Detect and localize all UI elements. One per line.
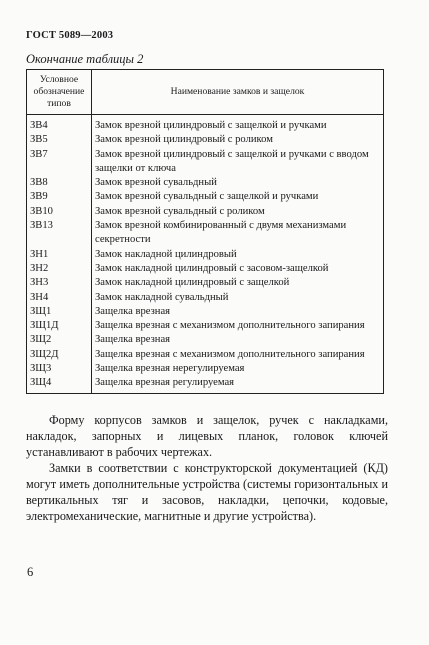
type-code-cell: ЗЩ2Д: [27, 348, 92, 362]
type-name-cell: Замок накладной сувальдный: [92, 291, 384, 305]
type-code-cell: ЗЩ1: [27, 305, 92, 319]
document-header: ГОСТ 5089—2003: [26, 30, 114, 41]
type-code-cell: ЗЩ1Д: [27, 319, 92, 333]
type-code-cell: ЗВ7: [27, 148, 92, 177]
table-row: [27, 190, 384, 204]
type-code-cell: ЗН1: [27, 248, 92, 262]
type-code-cell: ЗВ5: [27, 133, 92, 147]
table-row: [27, 133, 384, 147]
type-code-cell: ЗВ10: [27, 205, 92, 219]
type-name-cell: Замок врезной сувальдный с роликом: [92, 205, 384, 219]
table-row: [27, 148, 384, 177]
type-name-cell: Замок врезной сувальдный с защелкой и ручками: [92, 190, 384, 204]
type-name-cell: Замок накладной цилиндровый с засовом-защелкой: [92, 262, 384, 276]
table-row: [27, 362, 384, 376]
table-row: [27, 262, 384, 276]
type-name-cell: Замок врезной цилиндровый с защелкой и ручками: [92, 115, 384, 134]
type-name-cell: Замок врезной сувальдный: [92, 176, 384, 190]
type-name-cell: Защелка врезная регулируемая: [92, 376, 384, 393]
type-name-cell: Замок врезной цилиндровый с защелкой и ручками с вводом защелки от ключа: [92, 148, 384, 177]
table-row: [27, 333, 384, 347]
column-header-name: Наименование замков и защелок: [92, 70, 384, 115]
table-row: [27, 115, 384, 134]
column-header-code: Условное обозначение типов: [27, 70, 92, 115]
table-row: [27, 376, 384, 393]
type-code-cell: ЗН2: [27, 262, 92, 276]
type-name-cell: Защелка врезная с механизмом дополнительного запирания: [92, 348, 384, 362]
table-row: [27, 205, 384, 219]
table-row: [27, 319, 384, 333]
type-code-cell: ЗВ9: [27, 190, 92, 204]
type-code-cell: ЗВ8: [27, 176, 92, 190]
table-caption: Окончание таблицы 2: [26, 52, 144, 66]
type-code-cell: ЗЩ4: [27, 376, 92, 393]
lock-types-table: [26, 69, 384, 394]
table-row: [27, 248, 384, 262]
type-name-cell: Защелка врезная с механизмом дополнительного запирания: [92, 319, 384, 333]
type-name-cell: Замок врезной комбинированный с двумя механизмами секретности: [92, 219, 384, 248]
type-name-cell: Защелка врезная: [92, 305, 384, 319]
table-header-row: [27, 70, 384, 115]
type-name-cell: Замок врезной цилиндровый с роликом: [92, 133, 384, 147]
table-row: [27, 219, 384, 248]
table-row: [27, 176, 384, 190]
type-code-cell: ЗВ4: [27, 115, 92, 134]
table-row: [27, 291, 384, 305]
table-row: [27, 348, 384, 362]
type-code-cell: ЗЩ3: [27, 362, 92, 376]
table-row: [27, 276, 384, 290]
paragraph-forms-text: Форму корпусов замков и защелок, ручек с накладками, накладок, запорных и лицевых планок, головок ключей устанавливают в рабочих чертежах.: [26, 413, 388, 459]
type-name-cell: Замок накладной цилиндровый с защелкой: [92, 276, 384, 290]
type-name-cell: Защелка врезная нерегулируемая: [92, 362, 384, 376]
type-name-cell: Замок накладной цилиндровый: [92, 248, 384, 262]
paragraph-devices-text: Замки в соответствии с конструкторской документацией (КД) могут иметь дополнительные устройства (системы горизонтальных и вертикальных тяг и засовов, накладки, цепочки, кодовые, электромеханические, магнитные и другие устройства).: [26, 461, 388, 523]
paragraph-forms: [26, 412, 388, 524]
type-code-cell: ЗН4: [27, 291, 92, 305]
type-code-cell: ЗН3: [27, 276, 92, 290]
type-code-cell: ЗЩ2: [27, 333, 92, 347]
type-code-cell: ЗВ13: [27, 219, 92, 248]
type-name-cell: Защелка врезная: [92, 333, 384, 347]
table-row: [27, 305, 384, 319]
page-number: 6: [27, 565, 34, 579]
